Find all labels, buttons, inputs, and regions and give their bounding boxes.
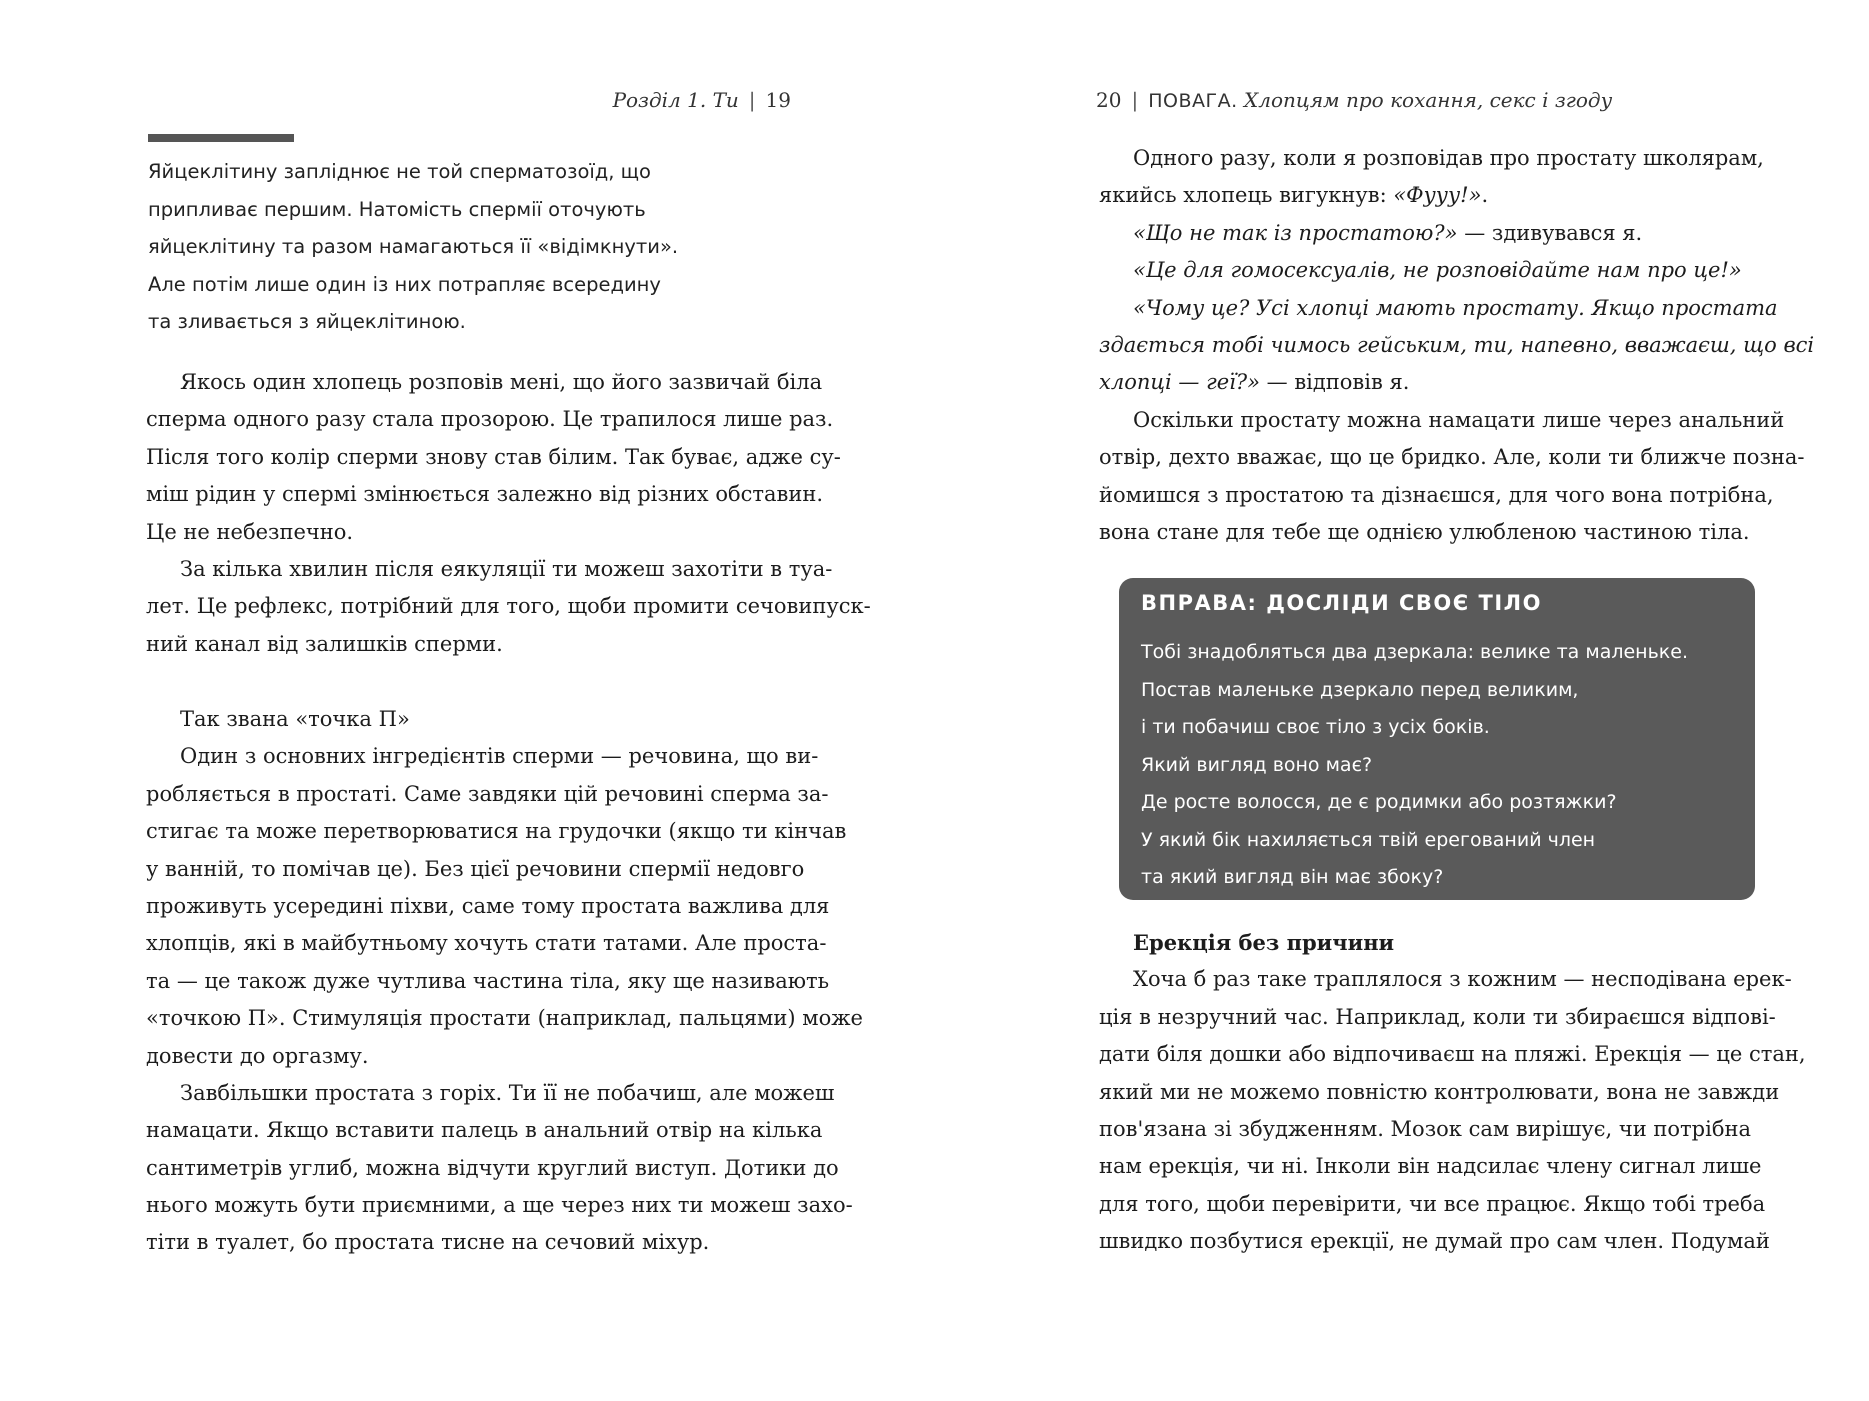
text-line: тіти в туалет, бо простата тисне на сечовий міхур. [146,1230,710,1255]
text-span: — відповів я. [1259,370,1410,395]
text-line: Одного разу, коли я розповідав про простату школярам, [1133,146,1764,170]
quote-span: «Фууу!» [1393,183,1482,208]
exercise-line: та який вигляд він має збоку? [1141,866,1444,888]
running-head [1096,88,1612,112]
separator: | [748,88,756,112]
quote-span: хлопці — геї?» [1099,370,1260,395]
text-line: ція в незручний час. Наприклад, коли ти збираєшся відпові- [1099,1004,1776,1029]
text-line: Після того колір сперми знову став білим. Так буває, адже су- [146,444,841,469]
text-line: довести до оргазму. [146,1043,369,1068]
text-line: Якось один хлопець розповів мені, що його зазвичай біла [180,370,823,394]
dialogue-text [1099,140,1815,551]
section-erection [1099,924,1806,1261]
book-subtitle: Хлопцям про кохання, секс і згоду [1243,88,1613,112]
exercise-line: Де росте волосся, де є родимки або розтяжки? [1141,791,1617,813]
text-line: робляється в простаті. Саме завдяки цій речовині сперма за- [146,781,829,806]
text-line: дати біля дошки або відпочиваєш на пляжі. Ерекція — це стан, [1099,1042,1806,1067]
exercise-line: Тобі знадобляться два дзеркала: велике та маленьке. [1141,641,1688,663]
text-line: міш рідин у спермі змінюється залежно від різних обставин. [146,482,823,507]
exercise-line: Постав маленьке дзеркало перед великим, [1141,678,1579,701]
exercise-line: У який бік нахиляється твій ерегований член [1141,828,1596,851]
page-number: 19 [765,88,791,112]
text-line: йомишся з простатою та дізнаєшся, для чого вона потрібна, [1099,482,1774,507]
text-line: отвір, дехто вважає, що це бридко. Але, коли ти ближче позна- [1099,445,1805,470]
exercise-body [1141,634,1688,897]
text-line [1099,364,1714,401]
exercise-line: і ти побачиш своє тіло з усіх боків. [1141,716,1490,738]
callout-line: та зливається з яйцеклітиною. [148,310,466,333]
text-line: лет. Це рефлекс, потрібний для того, щоби промити сечовипуск- [146,594,871,619]
text-line: нам ерекція, чи ні. Інколи він надсилає члену сигнал лише [1099,1154,1762,1179]
exercise-title: ВПРАВА: ДОСЛІДИ СВОЄ ТІЛО [1141,591,1542,615]
text-line: Один з основних інгредієнтів сперми — речовина, що ви- [180,744,819,769]
section-subheading: Так звана «точка П» [180,707,410,731]
section-subheading: Ерекція без причини [1133,930,1395,955]
section-prostate [146,701,863,1262]
book-title: ПОВАГА. [1148,90,1238,112]
text-span: якийсь хлопець вигукнув: [1099,183,1394,208]
exercise-box [1119,578,1755,900]
text-span: — здивувався я. [1457,220,1643,245]
text-line [1099,177,1714,214]
text-line: та — це також дуже чутлива частина тіла, яку ще називають [146,968,830,993]
text-line: проживуть усередині піхви, саме тому простата важлива для [146,893,830,918]
text-line: швидко позбутися ерекції, не думай про сам член. Подумай [1099,1229,1770,1254]
text-line: Оскільки простату можна намацати лише через анальний [1133,407,1785,432]
text-line: «Це для гомосексуалів, не розповідайте нам про це!» [1133,258,1742,283]
text-line: нього можуть бути приємними, а ще через них ти можеш захо- [146,1193,853,1218]
quote-span: «Що не так із простатою?» [1133,220,1458,245]
page-number: 20 [1096,88,1122,112]
text-span: . [1481,183,1489,208]
right-page [934,0,1869,1401]
callout-line: Але потім лише один із них потрапляє всередину [148,272,661,296]
text-line: Це не небезпечно. [146,519,354,544]
callout-line: Яйцеклітину запліднює не той сперматозоїд, що [148,160,651,183]
callout-divider [148,134,294,142]
text-line: Хоча б раз таке траплялося з кожним — несподівана ерек- [1133,967,1792,992]
callout-line: яйцеклітину та разом намагаються її «відімкнути». [148,235,679,258]
callout-text [148,153,798,341]
text-line: який ми не можемо повністю контролювати, вона не завжди [1099,1079,1780,1104]
separator: | [1131,88,1139,112]
text-line: «точкою П». Стимуляція простати (наприклад, пальцями) може [146,1006,863,1031]
text-line: для того, щоби перевірити, чи все працює. Якщо тобі треба [1099,1191,1766,1216]
text-line: сперма одного разу стала прозорою. Це трапилося лише раз. [146,407,834,432]
text-line: хлопців, які в майбутньому хочуть стати татами. Але проста- [146,931,827,956]
text-line: Завбільшки простата з горіх. Ти її не побачиш, але можеш [180,1080,835,1105]
callout-line: припливає першим. Натомість спермії оточують [148,197,646,221]
text-line: За кілька хвилин після еякуляції ти можеш захотіти в туа- [180,556,833,581]
text-line: намацати. Якщо вставити палець в анальний отвір на кілька [146,1118,823,1143]
text-line: пов'язана зі збудженням. Мозок сам вирішує, чи потрібна [1099,1116,1751,1141]
chapter-title: Розділ 1. Ти [612,88,739,112]
text-line: сантиметрів углиб, можна відчути круглий виступ. Дотики до [146,1155,839,1180]
body-text [146,364,871,663]
text-line: вона стане для тебе ще однією улюбленою частиною тіла. [1099,519,1750,544]
left-page [0,0,934,1401]
running-head [613,88,791,112]
text-line: стигає та може перетворюватися на грудочки (якщо ти кінчав [146,819,847,844]
text-line: «Чому це? Усі хлопці мають простату. Якщо простата [1133,295,1778,320]
text-line: ний канал від залишків сперми. [146,631,503,656]
text-line: здається тобі чимось гейським, ти, напевно, вважаєш, що всі [1099,332,1815,357]
exercise-line: Який вигляд воно має? [1141,753,1373,776]
text-line [1099,215,1714,252]
text-line: у ванній, то помічав це). Без цієї речовини спермії недовго [146,856,805,881]
